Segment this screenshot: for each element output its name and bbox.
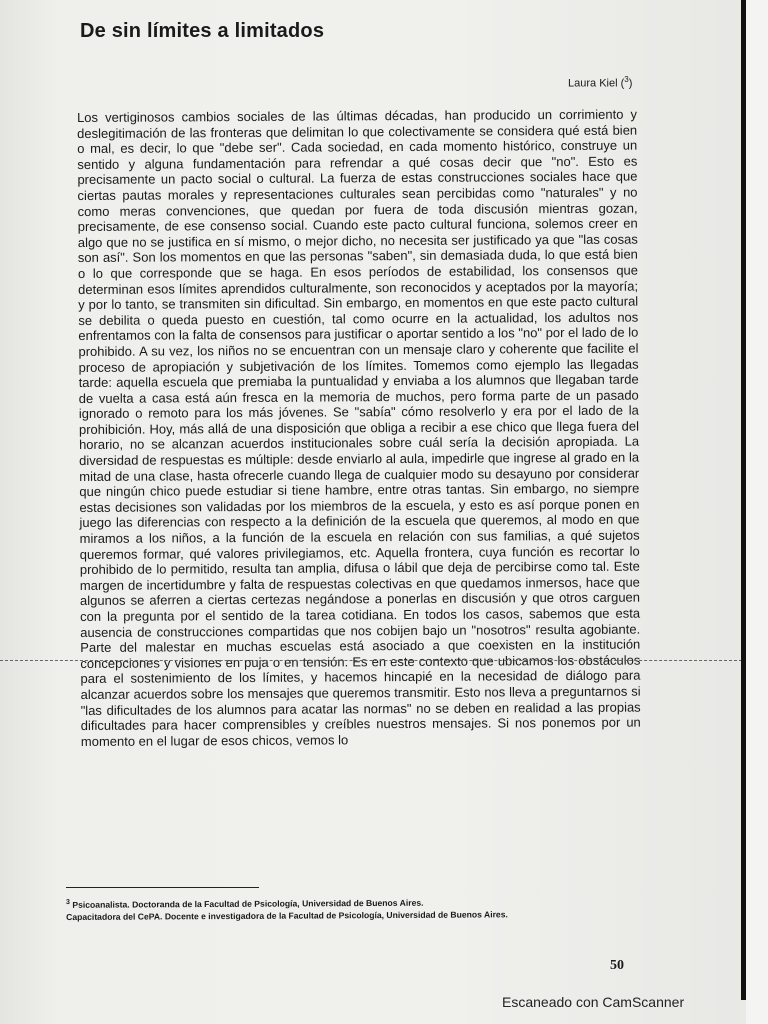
page-title: De sin límites a limitados [80, 20, 325, 42]
author-footnote-ref: 3 [624, 75, 629, 84]
scan-artifact-line [0, 660, 742, 661]
footnote [66, 894, 626, 924]
footnote-text-1: Psicoanalista. Doctoranda de la Facultad de Psicología, Universidad de Buenos Aires. [69, 897, 424, 910]
author-line [568, 75, 632, 90]
author-name: Laura Kiel ( [568, 77, 625, 90]
author-close-paren: ) [628, 77, 633, 90]
background-strip [746, 0, 768, 1024]
scanner-watermark: Escaneado con CamScanner [502, 994, 685, 1010]
footnote-marker: 3 [66, 898, 70, 906]
body-paragraph: Los vertiginosos cambios sociales de las últimas décadas, han producido un corrimiento y deslegitimación de las fronteras que delimitan lo que colectivamente se considera qué está bien o mal, es decir, lo que "debe ser". Cada sociedad, en cada momento histórico, construye un sentido y alguna fundamentación para refrendar a qué cosas decir que "no". Esto es precisamente un pacto social o cultural. La fuerza de estas construcciones sociales hace que ciertas pautas morales y representaciones culturales sean percibidas como "naturales" y no como meras convenciones, que quedan por fuera de toda discusión mientras gozan, precisamente, de ese consenso social. Cuando este pacto cultural funciona, solemos creer en algo que no se justifica en sí mismo, o mejor dicho, no necesita ser justificado ya que "las cosas son así". Son los momentos en que las personas "saben", sin demasiada duda, lo que está bien o lo que corresponde que se haga. En esos períodos de estabilidad, los consensos que determinan esos límites aprendidos culturalmente, son reconocidos y aceptados por la mayoría; y por lo tanto, se transmiten sin dificultad. Sin embargo, en momentos en que este pacto cultural se debilita o queda puesto en cuestión, tal como ocurre en la actualidad, los adultos nos enfrentamos con la falta de consensos para justificar o aportar sentido a los "no" por el lado de lo prohibido. A su vez, los niños no se encuentran con un mensaje claro y coherente que facilite el proceso de apropiación y subjetivación de los límites. Tomemos como ejemplo las llegadas tarde: aquella escuela que premiaba la puntualidad y enviaba a los alumnos que llegaban tarde de vuelta a casa está aún fresca en la memoria de muchos, pero forma parte de un pasado ignorado o remoto para los más jóvenes. Se "sabía" cómo resolverlo y era por el lado de la prohibición. Hoy, más allá de una disposición que obliga a recibir a ese chico que llega fuera del horario, no se alcanzan acuerdos institucionales sobre cuál sería la decisión apropiada. La diversidad de respuestas es múltiple: desde enviarlo al aula, impedirle que ingrese al grado en la mitad de una clase, hasta ofrecerle cuando llega de cualquier modo su desayuno por considerar que ningún chico puede estudiar si tiene hambre, entre otras tantas. Sin embargo, no siempre estas decisiones son validadas por los miembros de la escuela, y esto es así porque ponen en juego las diferencias con respecto a la definición de la escuela que queremos, al modo en que miramos a los niños, a la función de la escuela en relación con sus familias, a qué sujetos queremos formar, qué valores privilegiamos, etc. Aquella frontera, cuya función es recortar lo prohibido de lo permitido, resulta tan amplia, difusa o lábil que deja de percibirse como tal. Este margen de incertidumbre y falta de respuestas colectivas en que quedamos inmersos, hace que algunos se aferren a ciertas certezas negándose a ponerlas en discusión y que otros carguen con la pregunta por el sentido de la tarea cotidiana. En todos los casos, sabemos que esta ausencia de construcciones compartidas que nos cobijen bajo un "nosotros" resulta agobiante. Parte del malestar en muchas escuelas está asociado a que coexisten en la institución concepciones y visiones en puja o en tensión. Es en este contexto que ubicamos los obstáculos para el sostenimiento de los límites, y hacemos hincapié en la necesidad de diálogo para alcanzar acuerdos sobre los mensajes que queremos transmitir. Esto nos lleva a preguntarnos si "las dificultades de los alumnos para acatar las normas" no se deben en realidad a las propias dificultades para hacer comprensibles y creíbles nuestros mensajes. Si nos ponemos por un momento en el lugar de esos chicos, vemos lo [77, 106, 641, 749]
page-number: 50 [610, 958, 624, 973]
footnote-line-2: Capacitadora del CePA. Docente e investigadora de la Facultad de Psicología, Universidad de Buenos Aires. [66, 909, 508, 923]
body-text [77, 107, 641, 750]
footnote-divider [66, 887, 259, 888]
